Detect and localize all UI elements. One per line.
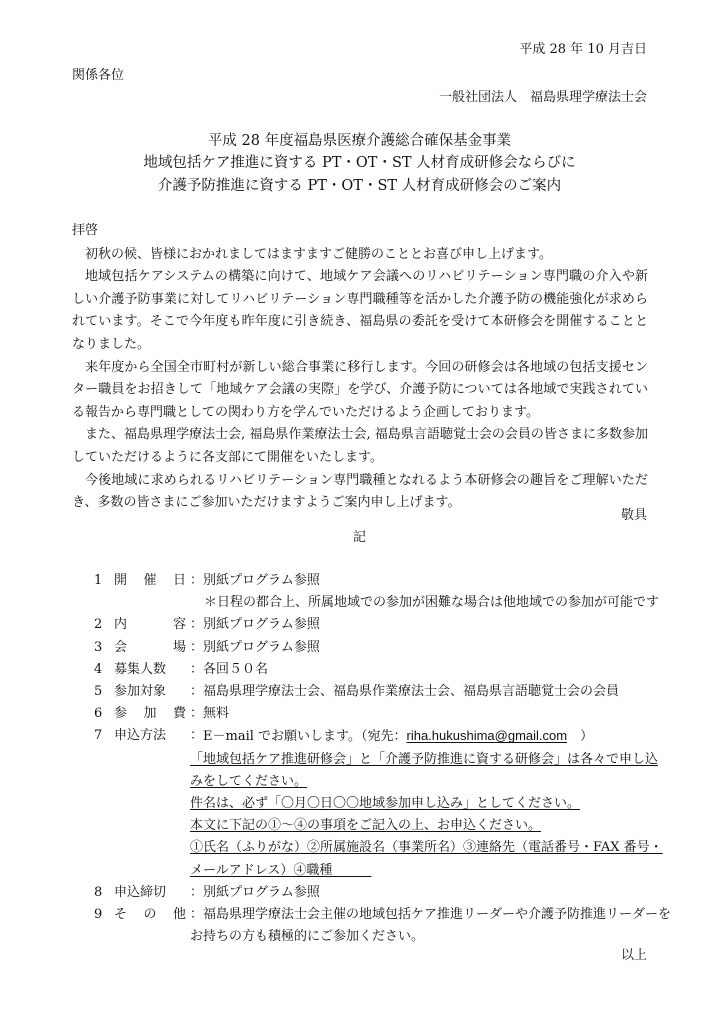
item-value: 別紙プログラム参照: [203, 639, 320, 655]
item-number: 6: [94, 706, 103, 722]
paragraph-3: 来年度から全国全市町村が新しい総合事業に移行します。今回の研修会は各地域の包括支援センター職員をお招きして「地域ケア会議の実際」を学び、介護予防については各地域で実践されている報告から専門職としての関わり方を学んでいただけるよう企画しております。: [72, 359, 648, 420]
closing-ijo: 以上: [620, 948, 647, 963]
item-7-line: みをしてください。: [190, 773, 308, 789]
item-7-line: ①氏名（ふりがな）②所属施設名（事業所名）③連絡先（電話番号・FAX 番号・: [190, 840, 663, 856]
item-label: 参加対象: [114, 684, 167, 700]
item-number: 4: [94, 661, 103, 677]
list-item: 5 参加対象 ： 福島県理学療法士会、福島県作業療法士会、福島県言語聴覚士会の会員: [94, 681, 654, 703]
item-number: 8: [94, 884, 103, 900]
details-list: [94, 570, 672, 948]
email-link[interactable]: riha.hukushima@gmail.com: [406, 728, 568, 744]
item-label: 会 場: [114, 639, 186, 655]
item-7-line: 本文に下記の①～④の事項をご記入の上、お申込ください。: [190, 818, 542, 834]
paragraph-4: また、福島県理学療法士会, 福島県作業療法士会, 福島県言語聴覚士会の会員の皆さまに多数参加していただけるように各支部にて開催をいたします。: [72, 427, 648, 465]
paragraph-5: 今後地域に求められるリハビリテーション専門職種となれるよう本研修会の趣旨をご理解いただき、多数の皆さまにご参加いただけますようご案内申し上げます。: [72, 472, 648, 511]
paragraph-1: 初秋の候、皆様におかれましてはますますご健勝のこととお喜び申し上げます。: [85, 246, 552, 262]
item-value: 別紙プログラム参照: [203, 573, 320, 588]
document-title: [0, 130, 719, 197]
title-line-1: 平成 28 年度福島県医療介護総合確保基金事業: [207, 133, 512, 149]
recipient-line: 関係各位: [72, 68, 125, 83]
title-line-3: 介護予防推進に資する PT・OT・ST 人材育成研修会のご案内: [157, 177, 562, 194]
title-line-2: 地域包括ケア推進に資する PT・OT・ST 人材育成研修会ならびに: [143, 155, 576, 172]
item-value: 別紙プログラム参照: [203, 617, 320, 633]
list-item: 2 内 容 ： 別紙プログラム参照: [94, 614, 654, 636]
greeting: 拝啓: [72, 223, 99, 238]
item-number: 9: [94, 907, 103, 923]
item-9-continuation: お持ちの方も積極的にご参加ください。: [190, 929, 425, 945]
item-number: 1: [94, 573, 103, 588]
list-item: 7 申込方法 ： E－mail でお願いします。（宛先：riha.hukushima@gmail.com ）: [94, 725, 654, 748]
item-value: 各回５０名: [203, 661, 269, 677]
letter-body: [72, 220, 648, 515]
item-label: 申込方法: [114, 728, 167, 744]
item-1-note: ＊日程の都合上、所属地域での参加が困難な場合は他地域での参加が可能です: [204, 595, 660, 611]
item-number: 7: [94, 728, 103, 744]
item-7-line: メールアドレス）④職種: [190, 862, 372, 878]
item-value: 福島県理学療法士会主催の地域包括ケア推進リーダーや介護予防推進リーダーを: [203, 907, 672, 923]
item-label: 参 加 費: [114, 706, 186, 722]
item-number: 3: [94, 639, 103, 655]
item-label: 申込締切: [114, 884, 167, 900]
item-label: 募集人数: [114, 661, 167, 677]
list-item: 3 会 場 ： 別紙プログラム参照: [94, 637, 654, 659]
closing-keigu: 敬具: [620, 508, 647, 523]
item-label: そ の 他: [114, 907, 186, 923]
item-value: 福島県理学療法士会、福島県作業療法士会、福島県言語聴覚士会の会員: [203, 684, 620, 700]
item-7-line: 「地域包括ケア推進研修会」と「介護予防推進に資する研修会」は各々で申し込: [190, 751, 659, 767]
list-item: 9 そ の 他 ： 福島県理学療法士会主催の地域包括ケア推進リーダーや介護予防推進リーダーを: [94, 904, 654, 926]
item-label: 内 容: [114, 617, 186, 633]
list-item: 1 開 催 日 ： 別紙プログラム参照: [94, 570, 654, 592]
item-value: 別紙プログラム参照: [203, 884, 320, 900]
list-item: 8 申込締切 ： 別紙プログラム参照: [94, 882, 654, 904]
item-number: 2: [94, 617, 103, 633]
item-value: 無料: [203, 706, 230, 722]
sender-organization: 一般社団法人 福島県理学療法士会: [438, 90, 647, 105]
item-label: 開 催 日: [114, 573, 186, 588]
paragraph-2: 地域包括ケアシステムの構築に向けて、地域ケア会議へのリハビリテーション専門職の介入や新しい介護予防事業に対してリハビリテーション専門職種等を活かした介護予防の機能強化が求められています。そこで今年度も昨年度に引き続き、福島県の委託を受けて本研修会を開催することとなりました。: [72, 269, 648, 352]
list-item: 4 募集人数 ： 各回５０名: [94, 659, 654, 681]
ki-heading: 記: [352, 530, 366, 545]
item-value: E－mail でお願いします。（宛先：riha.hukushima@gmail.com ）: [203, 728, 594, 745]
item-number: 5: [94, 684, 103, 700]
list-item: 6 参 加 費 ： 無料: [94, 703, 654, 725]
item-7-line: 件名は、必ず「〇月〇日〇〇地域参加申し込み」としてください。: [190, 796, 581, 812]
document-date: 平成 28 年 10 月吉日: [519, 42, 647, 57]
